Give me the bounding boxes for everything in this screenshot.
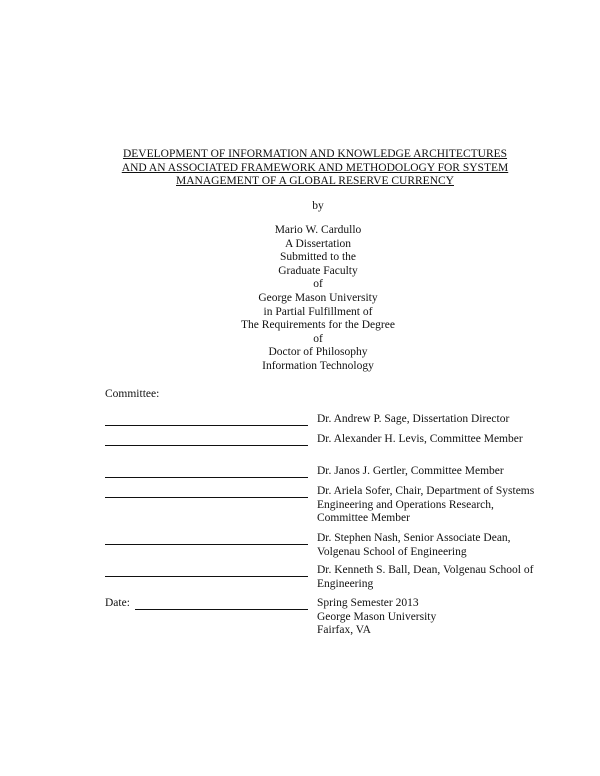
- signature-line: [105, 425, 308, 426]
- author-block-line: Graduate Faculty: [278, 264, 358, 277]
- program-name: Information Technology: [262, 359, 374, 372]
- degree-name: Doctor of Philosophy: [268, 346, 368, 359]
- signature-line: [105, 497, 308, 498]
- author-block-line: of: [313, 332, 323, 345]
- committee-member-name: Dr. Janos J. Gertler, Committee Member: [317, 465, 504, 477]
- author-block-line: Submitted to the: [279, 251, 357, 264]
- date-info: [317, 597, 539, 638]
- author-block-line: A Dissertation: [284, 237, 352, 250]
- committee-member-name: Dr. Andrew P. Sage, Dissertation Director: [317, 413, 510, 425]
- date-label: Date:: [105, 597, 130, 609]
- committee-member-name: Dr. Ariela Sofer, Chair, Department of Systems Engineering and Operations Research, Committee Member: [317, 485, 535, 525]
- committee-label: Committee:: [105, 388, 160, 400]
- by-label: by: [312, 200, 324, 212]
- signature-line: [105, 576, 308, 577]
- title-line: DEVELOPMENT OF INFORMATION AND KNOWLEDGE ARCHITECTURES: [122, 148, 508, 160]
- dissertation-title: [105, 148, 525, 189]
- title-line: MANAGEMENT OF A GLOBAL RESERVE CURRENCY: [176, 175, 454, 188]
- signature-line: [105, 477, 308, 478]
- title-line: AND AN ASSOCIATED FRAMEWORK AND METHODOLOGY FOR SYSTEM: [121, 161, 509, 174]
- author-block: [0, 224, 600, 374]
- author-block-line: The Requirements for the Degree: [241, 319, 395, 332]
- committee-member-name: Dr. Kenneth S. Ball, Dean, Volgenau School of Engineering: [317, 564, 534, 590]
- university-text: George Mason University: [317, 610, 437, 623]
- date-signature-line: [135, 609, 308, 610]
- signature-line: [105, 445, 308, 446]
- semester-text: Spring Semester 2013: [317, 597, 419, 609]
- author-block-line: in Partial Fulfillment of: [263, 305, 373, 318]
- committee-member-name: Dr. Stephen Nash, Senior Associate Dean, Volgenau School of Engineering: [317, 532, 511, 558]
- author-block-line: of: [313, 278, 323, 291]
- author-name: Mario W. Cardullo: [274, 224, 362, 236]
- signature-line: [105, 544, 308, 545]
- university-name: George Mason University: [258, 291, 378, 304]
- committee-member-name: Dr. Alexander H. Levis, Committee Member: [317, 433, 523, 445]
- location-text: Fairfax, VA: [317, 624, 371, 637]
